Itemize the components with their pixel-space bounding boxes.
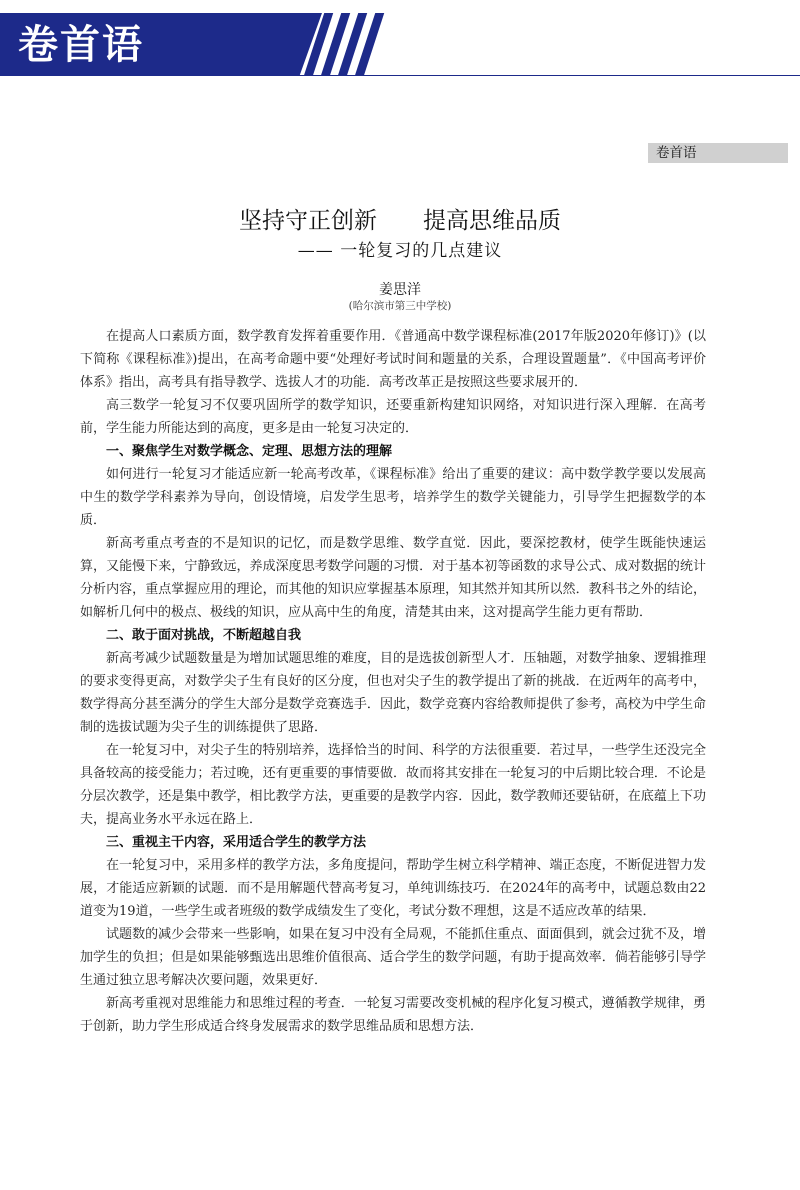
paragraph: 在一轮复习中，对尖子生的特别培养，选择恰当的时间、科学的方法很重要．若过早，一些学生还没完全具备较高的接受能力；若过晚，还有更重要的事情要做．故而将其安排在一轮复习的中后期比较合理．不论是分层次教学，还是集中教学，相比教学方法，更重要的是教学内容．因此，数学教师还要钻研，在底蕴上下功夫，提高业务水平永远在路上．	[80, 743, 706, 827]
paragraph: 如何进行一轮复习才能适应新一轮高考改革，《课程标准》给出了重要的建议：高中数学教学要以发展高中生的数学学科素养为导向，创设情境，启发学生思考，培养学生的数学关键能力，引导学生把握数学的本质．	[80, 467, 706, 528]
section-heading: 三、重视主干内容，采用适合学生的教学方法	[106, 835, 367, 850]
paragraph: 在提高人口素质方面，数学教育发挥着重要作用．《普通高中数学课程标准(2017年版2020年修订)》(以下简称《课程标准》)提出，在高考命题中要“处理好考试时间和题量的关系，合理设置题量”．《中国高考评价体系》指出，高考具有指导教学、选拔人才的功能．高考改革正是按照这些要求展开的．	[80, 329, 706, 390]
article-author: 姜思洋	[379, 282, 421, 298]
article-title: 坚持守正创新 提高思维品质	[239, 208, 561, 234]
article-subtitle: —— 一轮复习的几点建议	[297, 241, 503, 261]
paragraph: 新高考重视对思维能力和思维过程的考查．一轮复习需要改变机械的程序化复习模式，遵循教学规律，勇于创新，助力学生形成适合终身发展需求的数学思维品质和思想方法．	[80, 996, 706, 1034]
banner-title: 卷首语	[18, 22, 144, 68]
section-heading: 二、敢于面对挑战，不断超越自我	[106, 628, 302, 643]
article-body	[80, 325, 706, 1038]
section-heading: 一、聚焦学生对数学概念、定理、思想方法的理解	[106, 444, 393, 459]
section-tag: 卷首语	[648, 143, 788, 163]
paragraph: 在一轮复习中，采用多样的教学方法，多角度提问，帮助学生树立科学精神、端正态度，不断促进智力发展，才能适应新颖的试题．而不是用解题代替高考复习，单纯训练技巧．在2024年的高考中，试题总数由22道变为19道，一些学生或者班级的数学成绩发生了变化，考试分数不理想，这是不适应改革的结果．	[80, 858, 706, 919]
paragraph: 新高考减少试题数量是为增加试题思维的难度，目的是选拔创新型人才．压轴题，对数学抽象、逻辑推理的要求变得更高，对数学尖子生有良好的区分度，但也对尖子生的教学提出了新的挑战．在近两年的高考中，数学得高分甚至满分的学生大部分是数学竞赛选手．因此，数学竞赛内容给教师提供了参考，高校为中学生命制的选拔试题为尖子生的训练提供了思路．	[80, 651, 706, 735]
author-affiliation: (哈尔滨市第三中学校)	[348, 300, 452, 312]
paragraph: 高三数学一轮复习不仅要巩固所学的数学知识，还要重新构建知识网络，对知识进行深入理解．在高考前，学生能力所能达到的高度，更多是由一轮复习决定的．	[80, 398, 706, 436]
header-rule	[0, 75, 800, 76]
paragraph: 试题数的减少会带来一些影响，如果在复习中没有全局观，不能抓住重点、面面俱到，就会过犹不及，增加学生的负担；但是如果能够甄选出思维价值很高、适合学生的数学问题，有助于提高效率．倘若能够引导学生通过独立思考解决次要问题，效果更好．	[80, 927, 706, 988]
paragraph: 新高考重点考查的不是知识的记忆，而是数学思维、数学直觉．因此，要深挖教材，使学生既能快速运算，又能慢下来，宁静致远，养成深度思考数学问题的习惯．对于基本初等函数的求导公式、成对数据的统计分析内容，重点掌握应用的理论，而其他的知识应掌握基本原理，知其然并知其所以然．教科书之外的结论，如解析几何中的极点、极线的知识，应从高中生的角度，清楚其由来，这对提高学生能力更有帮助．	[80, 536, 706, 620]
